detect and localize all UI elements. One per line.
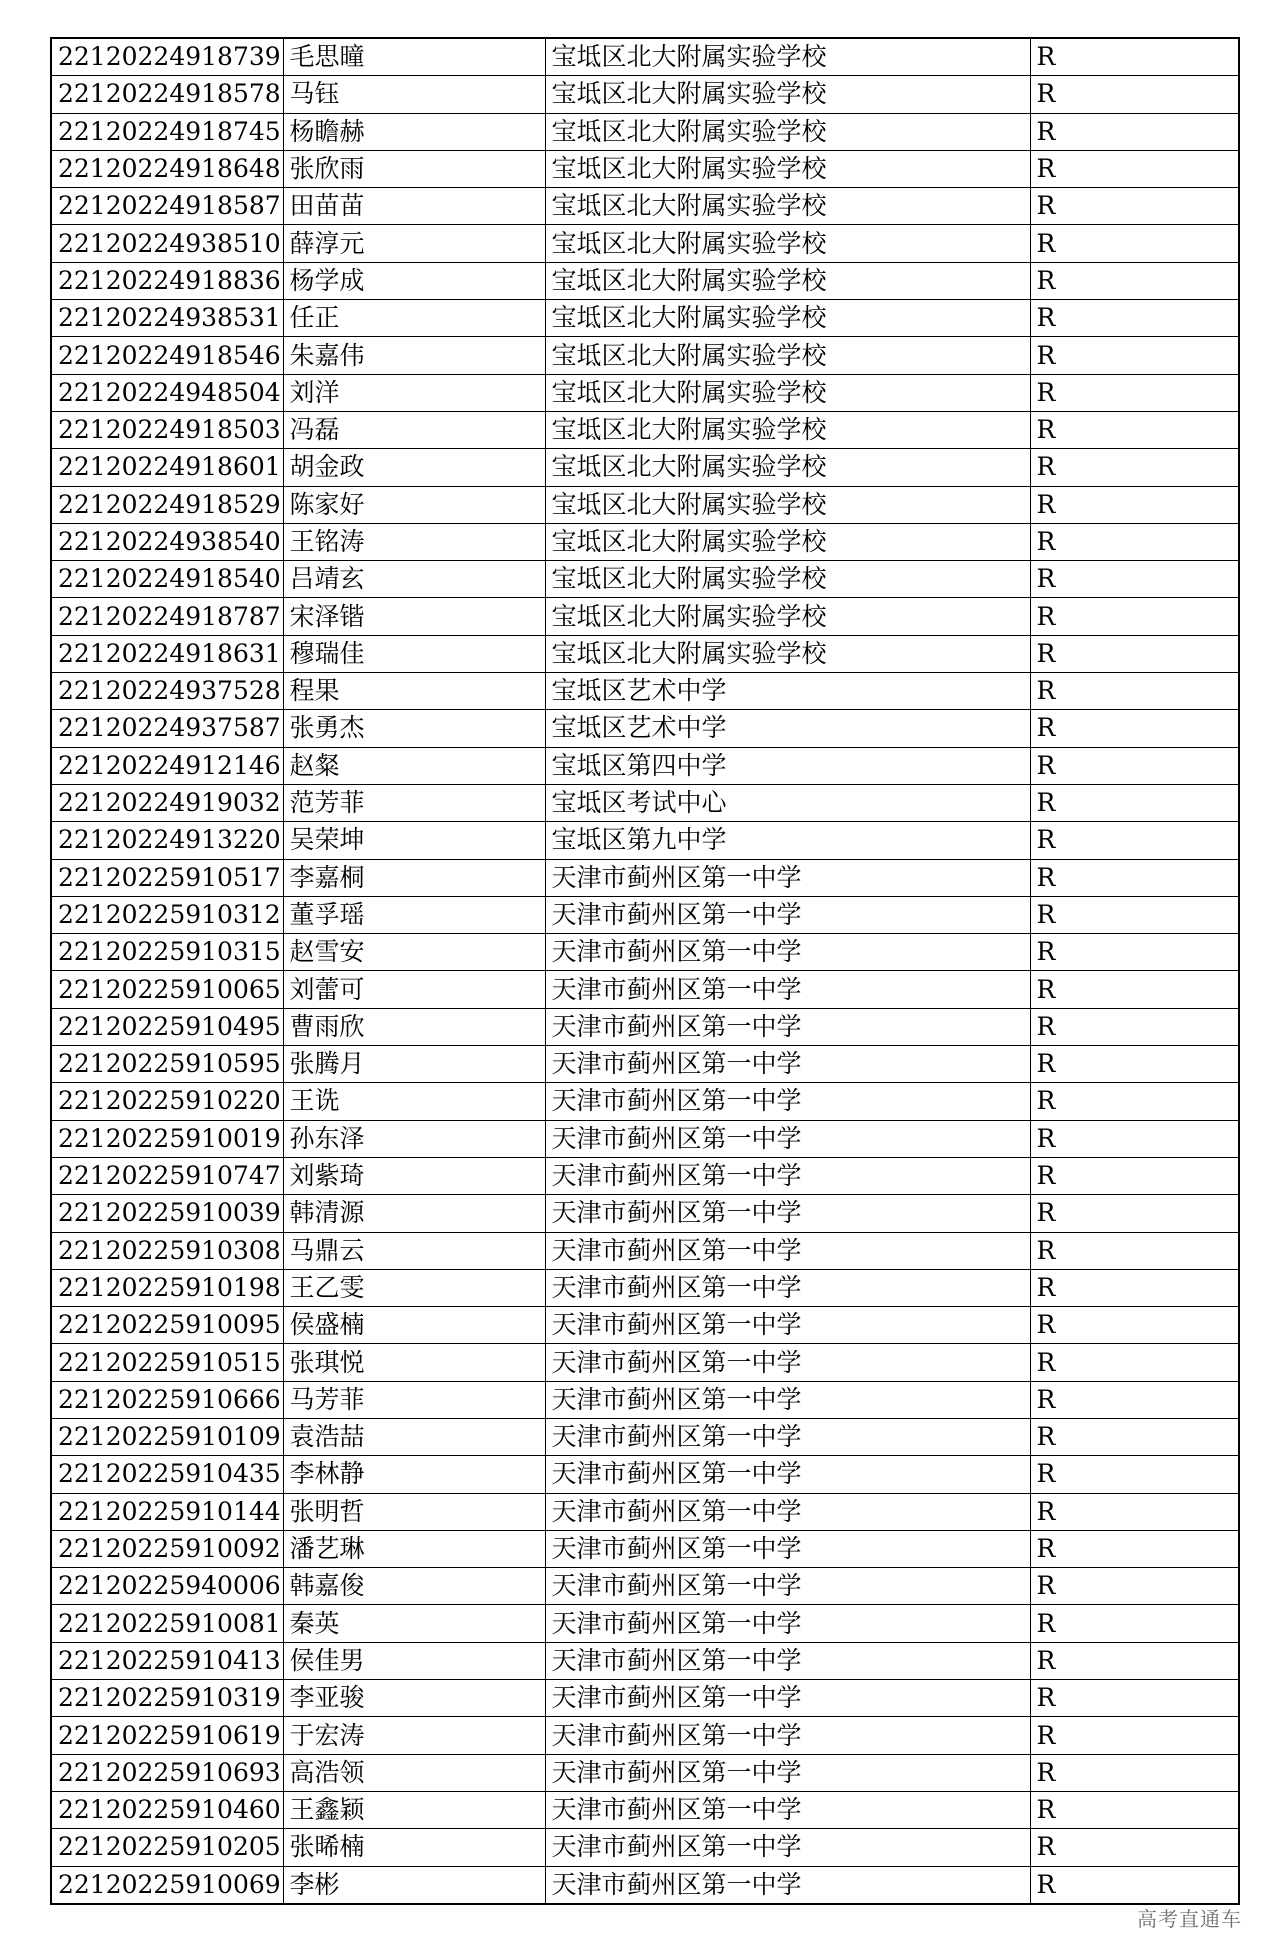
mark-cell: R — [1030, 300, 1239, 337]
school-cell: 天津市蓟州区第一中学 — [545, 1083, 1030, 1120]
exam-number-cell: 22120225910095 — [51, 1307, 283, 1344]
student-name-cell: 袁浩喆 — [283, 1418, 545, 1455]
mark-cell: R — [1030, 1493, 1239, 1530]
mark-cell: R — [1030, 1717, 1239, 1754]
mark-cell: R — [1030, 635, 1239, 672]
exam-number-cell: 22120225910315 — [51, 934, 283, 971]
school-cell: 天津市蓟州区第一中学 — [545, 1418, 1030, 1455]
table-row — [51, 1717, 1239, 1754]
mark-cell: R — [1030, 1456, 1239, 1493]
school-cell: 宝坻区艺术中学 — [545, 710, 1030, 747]
school-cell: 宝坻区北大附属实验学校 — [545, 374, 1030, 411]
exam-number-cell: 22120225910666 — [51, 1381, 283, 1418]
student-name-cell: 张腾月 — [283, 1046, 545, 1083]
table-row — [51, 1605, 1239, 1642]
table-row — [51, 1754, 1239, 1791]
school-cell: 天津市蓟州区第一中学 — [545, 1120, 1030, 1157]
school-cell: 天津市蓟州区第一中学 — [545, 1680, 1030, 1717]
table-row — [51, 1046, 1239, 1083]
exam-number-cell: 22120225910069 — [51, 1866, 283, 1904]
school-cell: 宝坻区北大附属实验学校 — [545, 113, 1030, 150]
mark-cell: R — [1030, 859, 1239, 896]
table-row — [51, 598, 1239, 635]
student-name-cell: 孙东泽 — [283, 1120, 545, 1157]
exam-number-cell: 22120224938531 — [51, 300, 283, 337]
mark-cell: R — [1030, 710, 1239, 747]
exam-number-cell: 22120225910319 — [51, 1680, 283, 1717]
table-row — [51, 1829, 1239, 1866]
mark-cell: R — [1030, 1568, 1239, 1605]
student-name-cell: 杨学成 — [283, 262, 545, 299]
table-row — [51, 1456, 1239, 1493]
exam-number-cell: 22120224918836 — [51, 262, 283, 299]
table-row — [51, 1493, 1239, 1530]
school-cell: 宝坻区北大附属实验学校 — [545, 188, 1030, 225]
mark-cell: R — [1030, 934, 1239, 971]
school-cell: 天津市蓟州区第一中学 — [545, 1642, 1030, 1679]
table-row — [51, 710, 1239, 747]
table-row — [51, 337, 1239, 374]
table-row — [51, 1083, 1239, 1120]
mark-cell: R — [1030, 1083, 1239, 1120]
table-row — [51, 1381, 1239, 1418]
student-name-cell: 李彬 — [283, 1866, 545, 1904]
student-name-cell: 朱嘉伟 — [283, 337, 545, 374]
table-row — [51, 300, 1239, 337]
school-cell: 天津市蓟州区第一中学 — [545, 1530, 1030, 1567]
table-row — [51, 449, 1239, 486]
exam-number-cell: 22120225910220 — [51, 1083, 283, 1120]
school-cell: 天津市蓟州区第一中学 — [545, 1232, 1030, 1269]
exam-number-cell: 22120225910039 — [51, 1195, 283, 1232]
exam-number-cell: 22120225910515 — [51, 1344, 283, 1381]
mark-cell: R — [1030, 1680, 1239, 1717]
mark-cell: R — [1030, 150, 1239, 187]
exam-number-cell: 22120224938540 — [51, 523, 283, 560]
exam-number-cell: 22120224918540 — [51, 561, 283, 598]
student-name-cell: 程果 — [283, 673, 545, 710]
mark-cell: R — [1030, 598, 1239, 635]
exam-number-cell: 22120224918787 — [51, 598, 283, 635]
exam-number-cell: 22120224918546 — [51, 337, 283, 374]
exam-number-cell: 22120225910495 — [51, 1008, 283, 1045]
school-cell: 宝坻区北大附属实验学校 — [545, 300, 1030, 337]
table-row — [51, 1120, 1239, 1157]
table-row — [51, 1307, 1239, 1344]
mark-cell: R — [1030, 1791, 1239, 1828]
mark-cell: R — [1030, 1344, 1239, 1381]
school-cell: 宝坻区北大附属实验学校 — [545, 598, 1030, 635]
mark-cell: R — [1030, 76, 1239, 113]
exam-number-cell: 22120225910065 — [51, 971, 283, 1008]
exam-number-cell: 22120224948504 — [51, 374, 283, 411]
school-cell: 天津市蓟州区第一中学 — [545, 859, 1030, 896]
school-cell: 天津市蓟州区第一中学 — [545, 1195, 1030, 1232]
table-row — [51, 1530, 1239, 1567]
mark-cell: R — [1030, 1530, 1239, 1567]
school-cell: 天津市蓟州区第一中学 — [545, 1568, 1030, 1605]
school-cell: 天津市蓟州区第一中学 — [545, 1381, 1030, 1418]
student-name-cell: 李嘉桐 — [283, 859, 545, 896]
student-name-cell: 于宏涛 — [283, 1717, 545, 1754]
school-cell: 宝坻区北大附属实验学校 — [545, 225, 1030, 262]
exam-number-cell: 22120225910019 — [51, 1120, 283, 1157]
school-cell: 天津市蓟州区第一中学 — [545, 971, 1030, 1008]
table-row — [51, 486, 1239, 523]
student-name-cell: 刘紫琦 — [283, 1157, 545, 1194]
student-name-cell: 杨瞻赫 — [283, 113, 545, 150]
student-name-cell: 张晞楠 — [283, 1829, 545, 1866]
student-name-cell: 宋泽锴 — [283, 598, 545, 635]
table-row — [51, 859, 1239, 896]
student-name-cell: 刘洋 — [283, 374, 545, 411]
student-name-cell: 刘蕾可 — [283, 971, 545, 1008]
school-cell: 天津市蓟州区第一中学 — [545, 896, 1030, 933]
school-cell: 天津市蓟州区第一中学 — [545, 1046, 1030, 1083]
exam-number-cell: 22120225910460 — [51, 1791, 283, 1828]
table-row — [51, 188, 1239, 225]
table-row — [51, 1680, 1239, 1717]
table-row — [51, 225, 1239, 262]
mark-cell: R — [1030, 486, 1239, 523]
table-row — [51, 1232, 1239, 1269]
mark-cell: R — [1030, 1307, 1239, 1344]
student-name-cell: 马鼎云 — [283, 1232, 545, 1269]
school-cell: 天津市蓟州区第一中学 — [545, 1866, 1030, 1904]
table-row — [51, 1418, 1239, 1455]
student-name-cell: 冯磊 — [283, 411, 545, 448]
table-row — [51, 561, 1239, 598]
school-cell: 天津市蓟州区第一中学 — [545, 1269, 1030, 1306]
student-name-cell: 韩清源 — [283, 1195, 545, 1232]
table-row — [51, 1195, 1239, 1232]
school-cell: 宝坻区北大附属实验学校 — [545, 523, 1030, 560]
student-name-cell: 马芳菲 — [283, 1381, 545, 1418]
student-name-cell: 高浩领 — [283, 1754, 545, 1791]
table-row — [51, 896, 1239, 933]
table-row — [51, 262, 1239, 299]
school-cell: 天津市蓟州区第一中学 — [545, 1344, 1030, 1381]
table-row — [51, 1344, 1239, 1381]
school-cell: 宝坻区艺术中学 — [545, 673, 1030, 710]
exam-number-cell: 22120225940006 — [51, 1568, 283, 1605]
table-row — [51, 784, 1239, 821]
student-name-cell: 吕靖玄 — [283, 561, 545, 598]
mark-cell: R — [1030, 262, 1239, 299]
table-row — [51, 1568, 1239, 1605]
table-row — [51, 1269, 1239, 1306]
mark-cell: R — [1030, 561, 1239, 598]
exam-number-cell: 22120224918587 — [51, 188, 283, 225]
mark-cell: R — [1030, 1046, 1239, 1083]
school-cell: 天津市蓟州区第一中学 — [545, 1829, 1030, 1866]
table-row — [51, 673, 1239, 710]
school-cell: 宝坻区北大附属实验学校 — [545, 635, 1030, 672]
exam-number-cell: 22120224938510 — [51, 225, 283, 262]
mark-cell: R — [1030, 38, 1239, 76]
exam-number-cell: 22120224918745 — [51, 113, 283, 150]
student-name-cell: 毛思曈 — [283, 38, 545, 76]
school-cell: 宝坻区第九中学 — [545, 822, 1030, 859]
exam-number-cell: 22120224919032 — [51, 784, 283, 821]
exam-number-cell: 22120225910413 — [51, 1642, 283, 1679]
exam-number-cell: 22120224918648 — [51, 150, 283, 187]
school-cell: 宝坻区北大附属实验学校 — [545, 411, 1030, 448]
exam-number-cell: 22120225910144 — [51, 1493, 283, 1530]
mark-cell: R — [1030, 1605, 1239, 1642]
student-name-cell: 赵粲 — [283, 747, 545, 784]
table-row — [51, 113, 1239, 150]
mark-cell: R — [1030, 1120, 1239, 1157]
student-name-cell: 王鑫颖 — [283, 1791, 545, 1828]
student-name-cell: 侯盛楠 — [283, 1307, 545, 1344]
mark-cell: R — [1030, 1642, 1239, 1679]
table-row — [51, 1791, 1239, 1828]
mark-cell: R — [1030, 113, 1239, 150]
exam-number-cell: 22120225910693 — [51, 1754, 283, 1791]
table-row — [51, 523, 1239, 560]
exam-number-cell: 22120225910092 — [51, 1530, 283, 1567]
exam-number-cell: 22120225910081 — [51, 1605, 283, 1642]
table-row — [51, 150, 1239, 187]
table-row — [51, 38, 1239, 76]
school-cell: 天津市蓟州区第一中学 — [545, 1008, 1030, 1045]
mark-cell: R — [1030, 1157, 1239, 1194]
exam-number-cell: 22120224918529 — [51, 486, 283, 523]
school-cell: 天津市蓟州区第一中学 — [545, 1605, 1030, 1642]
mark-cell: R — [1030, 1269, 1239, 1306]
exam-number-cell: 22120225910109 — [51, 1418, 283, 1455]
mark-cell: R — [1030, 673, 1239, 710]
school-cell: 天津市蓟州区第一中学 — [545, 1307, 1030, 1344]
exam-number-cell: 22120224918578 — [51, 76, 283, 113]
student-name-cell: 吴荣坤 — [283, 822, 545, 859]
student-name-cell: 胡金政 — [283, 449, 545, 486]
exam-number-cell: 22120224912146 — [51, 747, 283, 784]
table-row — [51, 1642, 1239, 1679]
student-name-cell: 李亚骏 — [283, 1680, 545, 1717]
student-name-cell: 田苗苗 — [283, 188, 545, 225]
table-row — [51, 971, 1239, 1008]
student-name-cell: 王乙雯 — [283, 1269, 545, 1306]
mark-cell: R — [1030, 784, 1239, 821]
mark-cell: R — [1030, 1754, 1239, 1791]
exam-number-cell: 22120224918631 — [51, 635, 283, 672]
mark-cell: R — [1030, 411, 1239, 448]
table-body — [51, 38, 1239, 1904]
table-row — [51, 747, 1239, 784]
table-row — [51, 374, 1239, 411]
mark-cell: R — [1030, 337, 1239, 374]
school-cell: 天津市蓟州区第一中学 — [545, 1717, 1030, 1754]
exam-number-cell: 22120224937587 — [51, 710, 283, 747]
student-name-cell: 任正 — [283, 300, 545, 337]
exam-number-cell: 22120225910517 — [51, 859, 283, 896]
school-cell: 宝坻区北大附属实验学校 — [545, 449, 1030, 486]
school-cell: 宝坻区第四中学 — [545, 747, 1030, 784]
table-row — [51, 635, 1239, 672]
mark-cell: R — [1030, 1232, 1239, 1269]
student-name-cell: 张琪悦 — [283, 1344, 545, 1381]
mark-cell: R — [1030, 1008, 1239, 1045]
student-name-cell: 张勇杰 — [283, 710, 545, 747]
student-name-cell: 侯佳男 — [283, 1642, 545, 1679]
table-row — [51, 934, 1239, 971]
mark-cell: R — [1030, 1381, 1239, 1418]
school-cell: 天津市蓟州区第一中学 — [545, 1791, 1030, 1828]
exam-number-cell: 22120225910198 — [51, 1269, 283, 1306]
student-name-cell: 董孚瑶 — [283, 896, 545, 933]
student-name-cell: 薛淳元 — [283, 225, 545, 262]
school-cell: 天津市蓟州区第一中学 — [545, 1754, 1030, 1791]
exam-number-cell: 22120224918503 — [51, 411, 283, 448]
school-cell: 天津市蓟州区第一中学 — [545, 1456, 1030, 1493]
exam-number-cell: 22120225910312 — [51, 896, 283, 933]
school-cell: 宝坻区北大附属实验学校 — [545, 337, 1030, 374]
school-cell: 宝坻区北大附属实验学校 — [545, 38, 1030, 76]
exam-number-cell: 22120224918739 — [51, 38, 283, 76]
exam-number-cell: 22120225910435 — [51, 1456, 283, 1493]
school-cell: 宝坻区北大附属实验学校 — [545, 561, 1030, 598]
student-name-cell: 韩嘉俊 — [283, 1568, 545, 1605]
table-row — [51, 411, 1239, 448]
mark-cell: R — [1030, 1866, 1239, 1904]
watermark: 高考直通车 — [1137, 1907, 1242, 1931]
mark-cell: R — [1030, 971, 1239, 1008]
student-name-cell: 范芳菲 — [283, 784, 545, 821]
student-name-cell: 张欣雨 — [283, 150, 545, 187]
mark-cell: R — [1030, 188, 1239, 225]
table-row — [51, 822, 1239, 859]
exam-number-cell: 22120224913220 — [51, 822, 283, 859]
student-name-cell: 陈家好 — [283, 486, 545, 523]
table-row — [51, 1157, 1239, 1194]
student-name-cell: 马钰 — [283, 76, 545, 113]
school-cell: 天津市蓟州区第一中学 — [545, 1157, 1030, 1194]
mark-cell: R — [1030, 225, 1239, 262]
student-name-cell: 穆瑞佳 — [283, 635, 545, 672]
school-cell: 宝坻区北大附属实验学校 — [545, 486, 1030, 523]
exam-number-cell: 22120225910747 — [51, 1157, 283, 1194]
student-name-cell: 赵雪安 — [283, 934, 545, 971]
mark-cell: R — [1030, 374, 1239, 411]
mark-cell: R — [1030, 449, 1239, 486]
exam-number-cell: 22120225910205 — [51, 1829, 283, 1866]
table-row — [51, 1008, 1239, 1045]
exam-number-cell: 22120225910619 — [51, 1717, 283, 1754]
student-name-cell: 潘艺琳 — [283, 1530, 545, 1567]
table-row — [51, 76, 1239, 113]
school-cell: 宝坻区北大附属实验学校 — [545, 76, 1030, 113]
school-cell: 宝坻区北大附属实验学校 — [545, 262, 1030, 299]
student-name-cell: 李林静 — [283, 1456, 545, 1493]
school-cell: 天津市蓟州区第一中学 — [545, 934, 1030, 971]
student-name-cell: 张明哲 — [283, 1493, 545, 1530]
table-row — [51, 1866, 1239, 1904]
mark-cell: R — [1030, 747, 1239, 784]
mark-cell: R — [1030, 1418, 1239, 1455]
student-name-cell: 曹雨欣 — [283, 1008, 545, 1045]
school-cell: 宝坻区北大附属实验学校 — [545, 150, 1030, 187]
student-list-table — [50, 37, 1240, 1905]
exam-number-cell: 22120225910308 — [51, 1232, 283, 1269]
mark-cell: R — [1030, 523, 1239, 560]
school-cell: 天津市蓟州区第一中学 — [545, 1493, 1030, 1530]
student-name-cell: 王铭涛 — [283, 523, 545, 560]
exam-number-cell: 22120224937528 — [51, 673, 283, 710]
mark-cell: R — [1030, 896, 1239, 933]
student-name-cell: 王诜 — [283, 1083, 545, 1120]
exam-number-cell: 22120224918601 — [51, 449, 283, 486]
mark-cell: R — [1030, 822, 1239, 859]
school-cell: 宝坻区考试中心 — [545, 784, 1030, 821]
mark-cell: R — [1030, 1195, 1239, 1232]
student-name-cell: 秦英 — [283, 1605, 545, 1642]
mark-cell: R — [1030, 1829, 1239, 1866]
exam-number-cell: 22120225910595 — [51, 1046, 283, 1083]
